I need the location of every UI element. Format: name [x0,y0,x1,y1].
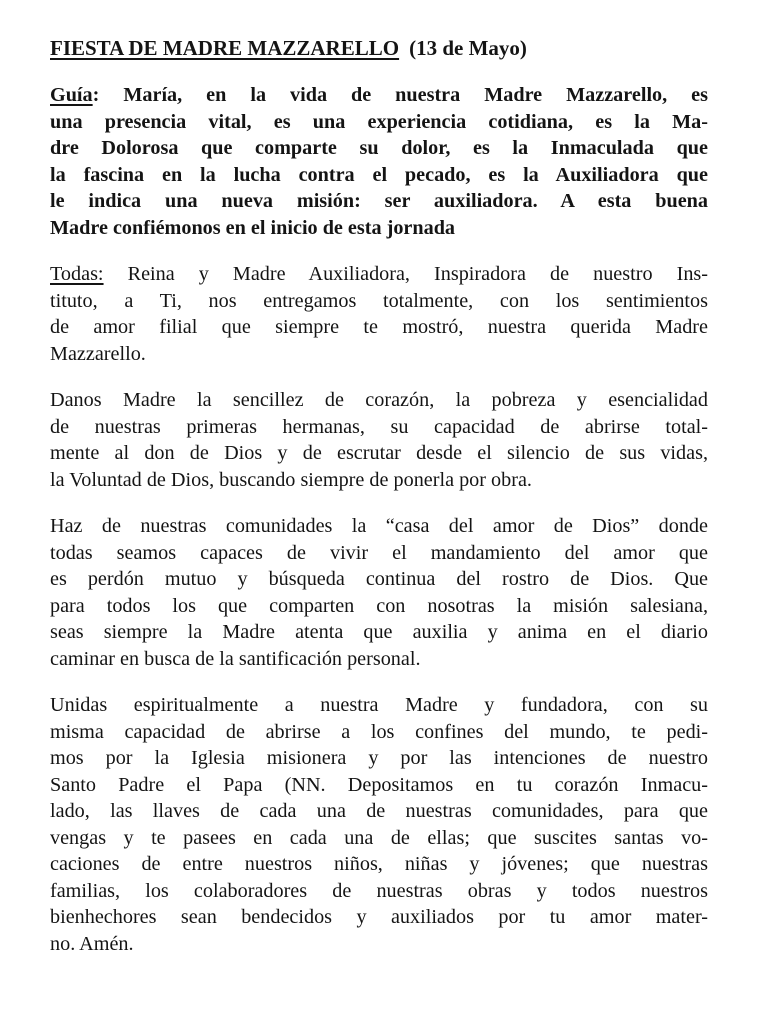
unidas-paragraph [50,692,708,957]
page-title [50,34,708,62]
unidas-line: familias, los colaboradores de nuestras obras y todos nuestros [50,879,708,902]
speaker-label-todas: Todas: [50,263,104,285]
unidas-line: misma capacidad de abrirse a los confines del mundo, te pedi- [50,720,708,743]
haz-line: es perdón mutuo y búsqueda continua del rostro de Dios. Que [50,568,708,590]
unidas-line: no. Amén. [50,932,134,955]
guia-line: la fascina en la lucha contra el pecado, es la Auxiliadora que [50,163,708,186]
haz-line: caminar en busca de la santificación personal. [50,647,421,670]
todas-line: Mazzarello. [50,342,146,365]
title-date: (13 de Mayo) [409,36,527,60]
haz-line: todas seamos capaces de vivir el mandamiento del amor que [50,541,708,564]
unidas-line: caciones de entre nuestros niños, niñas y jóvenes; que nuestras [50,853,708,875]
danos-line: mente al don de Dios y de escrutar desde el silencio de sus vidas, [50,442,708,464]
danos-line: de nuestras primeras hermanas, su capacidad de abrirse total- [50,415,708,438]
guia-line: una presencia vital, es una experiencia cotidiana, es la Ma- [50,110,708,133]
guia-paragraph [50,82,708,241]
todas-line: tituto, a Ti, nos entregamos totalmente, con los sentimientos [50,289,708,312]
speaker-label-guia: Guía [50,84,93,106]
unidas-line: Unidas espiritualmente a nuestra Madre y fundadora, con su [50,694,708,716]
haz-line: Haz de nuestras comunidades la “casa del amor de Dios” donde [50,515,708,537]
unidas-line: mos por la Iglesia misionera y por las intenciones de nuestro [50,747,708,769]
unidas-line: vengas y te pasees en cada una de ellas; que suscites santas vo- [50,826,708,849]
todas-line: Reina y Madre Auxiliadora, Inspiradora de nuestro Ins- [103,263,708,285]
guia-line: le indica una nueva misión: ser auxiliadora. A esta buena [50,190,708,212]
danos-line: la Voluntad de Dios, buscando siempre de ponerla por obra. [50,468,532,491]
guia-line: Madre confiémonos en el inicio de esta jornada [50,216,456,239]
haz-line: para todos los que comparten con nosotras la misión salesiana, [50,594,708,617]
unidas-line: Santo Padre el Papa (NN. Depositamos en tu corazón Inmacu- [50,773,708,796]
unidas-line: bienhechores sean bendecidos y auxiliados por tu amor mater- [50,906,708,928]
guia-line: : María, en la vida de nuestra Madre Mazzarello, es [92,84,708,106]
haz-paragraph [50,513,708,672]
danos-paragraph [50,387,708,493]
todas-paragraph [50,261,708,367]
guia-line: dre Dolorosa que comparte su dolor, es la Inmaculada que [50,137,708,159]
danos-line: Danos Madre la sencillez de corazón, la pobreza y esencialidad [50,389,708,411]
todas-line: de amor filial que siempre te mostró, nuestra querida Madre [50,316,708,338]
unidas-line: lado, las llaves de cada una de nuestras comunidades, para que [50,800,708,822]
haz-line: seas siempre la Madre atenta que auxilia y anima en el diario [50,621,708,643]
title-text: FIESTA DE MADRE MAZZARELLO [50,36,400,60]
